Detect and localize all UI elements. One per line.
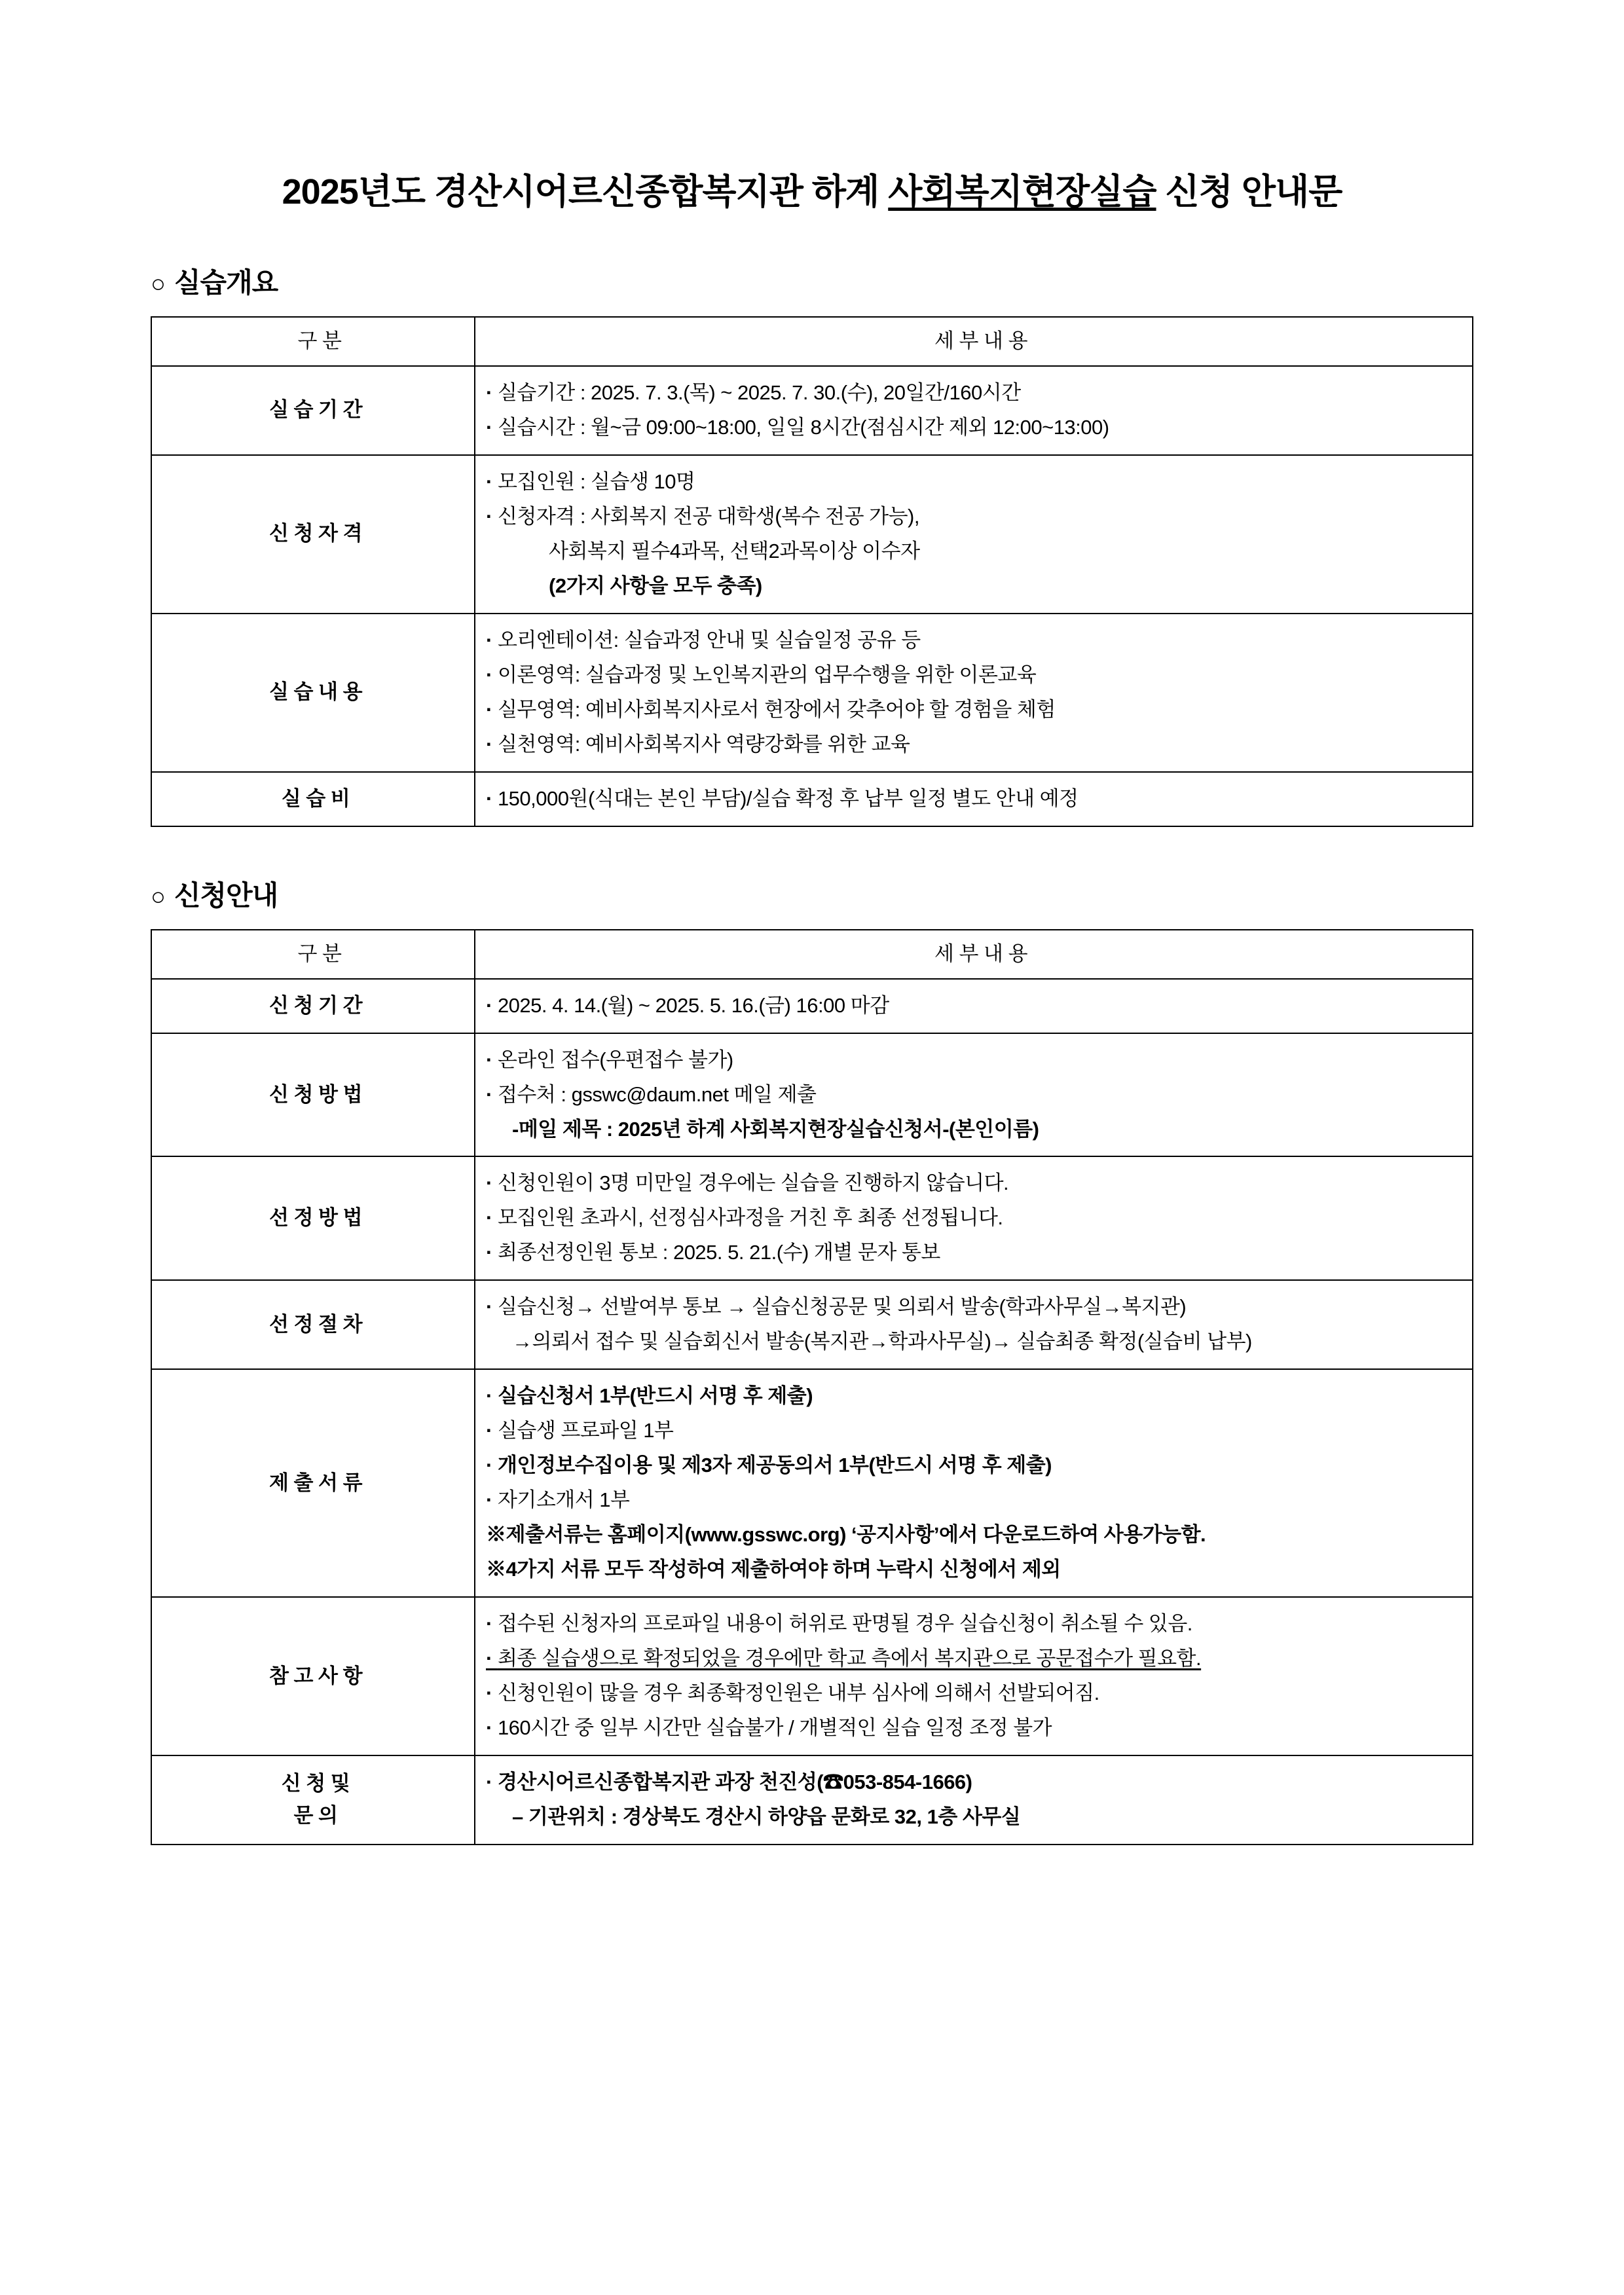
detail-line: -메일 제목 : 2025년 하계 사회복지현장실습신청서-(본인이름): [512, 1117, 1039, 1141]
row-detail-apply-period: [475, 979, 1473, 1033]
detail-line: 사회복지 필수4과목, 선택2과목이상 이수자: [549, 539, 920, 562]
detail-line: · 모집인원 : 실습생 10명: [486, 466, 1462, 498]
row-detail-documents: [475, 1369, 1473, 1597]
table-header-row: [151, 317, 1473, 366]
table-row: [151, 614, 1473, 772]
application-table: [151, 929, 1473, 1845]
bullet-circle-icon: ○: [151, 883, 165, 911]
row-label-documents: 제 출 서 류: [151, 1369, 475, 1597]
table-row: [151, 772, 1473, 826]
section2-title: 신청안내: [174, 879, 278, 911]
row-label-period: 실 습 기 간: [151, 366, 475, 455]
detail-line: · 경산시어르신종합복지관 과장 천진성(☎053-854-1666): [486, 1767, 1462, 1799]
detail-line: · 실습신청서 1부(반드시 서명 후 제출): [486, 1380, 1462, 1412]
detail-line: · 접수된 신청자의 프로파일 내용이 허위로 판명될 경우 실습신청이 취소될 수 있음.: [486, 1608, 1462, 1640]
detail-line: · 160시간 중 일부 시간만 실습불가 / 개별적인 실습 일정 조정 불가: [486, 1712, 1462, 1744]
table-row: [151, 455, 1473, 614]
page-title: [151, 164, 1473, 214]
detail-line: · 2025. 4. 14.(월) ~ 2025. 5. 16.(금) 16:00 마감: [486, 990, 1462, 1022]
detail-line: ※제출서류는 홈페이지(www.gsswc.org) ‘공지사항’에서 다운로드하여 사용가능함.: [486, 1523, 1206, 1547]
table-header-row: [151, 930, 1473, 979]
row-label-apply-method: 신 청 방 법: [151, 1033, 475, 1157]
row-detail-content: [475, 614, 1473, 772]
detail-line: · 실습기간 : 2025. 7. 3.(목) ~ 2025. 7. 30.(수), 20일간/160시간: [486, 377, 1462, 409]
table-row: [151, 1033, 1473, 1157]
table-row: [151, 1280, 1473, 1369]
row-detail-selection-process: [475, 1280, 1473, 1369]
detail-line: · 이론영역: 실습과정 및 노인복지관의 업무수행을 위한 이론교육: [486, 659, 1462, 691]
detail-line: – 기관위치 : 경상북도 경산시 하양읍 문화로 32, 1층 사무실: [512, 1805, 1021, 1828]
title-emphasis: 사회복지현장실습: [888, 172, 1156, 211]
row-label-fee: 실 습 비: [151, 772, 475, 826]
detail-line: · 최종 실습생으로 확정되었을 경우에만 학교 측에서 복지관으로 공문접수가 필요함.: [486, 1643, 1462, 1675]
row-label-selection-process: 선 정 절 차: [151, 1280, 475, 1369]
table-row: [151, 366, 1473, 455]
row-detail-contact: [475, 1755, 1473, 1845]
detail-line: · 온라인 접수(우편접수 불가): [486, 1044, 1462, 1076]
table-row: [151, 1755, 1473, 1845]
row-label-contact: [151, 1755, 475, 1845]
table-row: [151, 1156, 1473, 1280]
detail-line: · 실습신청→ 선발여부 통보 → 실습신청공문 및 의뢰서 발송(학과사무실→복지관): [486, 1291, 1462, 1323]
detail-line: · 실습시간 : 월~금 09:00~18:00, 일일 8시간(점심시간 제외 12:00~13:00): [486, 412, 1462, 444]
detail-line: · 실무영역: 예비사회복지사로서 현장에서 갖추어야 할 경험을 체험: [486, 694, 1462, 726]
section-heading-application: [151, 874, 1473, 913]
header-cell-detail: 세 부 내 용: [475, 317, 1473, 366]
row-label-qualification: 신 청 자 격: [151, 455, 475, 614]
detail-line: (2가지 사항을 모두 충족): [549, 574, 762, 597]
table-row: [151, 979, 1473, 1033]
detail-line: · 접수처 : gsswc@daum.net 메일 제출: [486, 1079, 1462, 1111]
row-label-line: 신 청 및: [281, 1772, 350, 1795]
detail-line: · 150,000원(식대는 본인 부담)/실습 확정 후 납부 일정 별도 안내 예정: [486, 783, 1462, 815]
header-cell-category: 구 분: [151, 930, 475, 979]
row-label-selection-method: 선 정 방 법: [151, 1156, 475, 1280]
overview-table: [151, 316, 1473, 827]
detail-line: · 오리엔테이션: 실습과정 안내 및 실습일정 공유 등: [486, 625, 1462, 657]
section-heading-overview: [151, 261, 1473, 301]
detail-line: · 신청인원이 많을 경우 최종확정인원은 내부 심사에 의해서 선발되어짐.: [486, 1678, 1462, 1710]
row-label-content: 실 습 내 용: [151, 614, 475, 772]
header-cell-category: 구 분: [151, 317, 475, 366]
title-part-1: 2025년도 경산시어르신종합복지관 하계: [282, 172, 889, 211]
detail-line: · 자기소개서 1부: [486, 1484, 1462, 1516]
header-cell-detail: 세 부 내 용: [475, 930, 1473, 979]
row-detail-fee: [475, 772, 1473, 826]
row-label-notes: 참 고 사 항: [151, 1597, 475, 1755]
detail-line: · 개인정보수집이용 및 제3자 제공동의서 1부(반드시 서명 후 제출): [486, 1450, 1462, 1482]
table-row: [151, 1369, 1473, 1597]
row-detail-qualification: [475, 455, 1473, 614]
bullet-circle-icon: ○: [151, 270, 165, 298]
row-label-line: 문 의: [293, 1803, 338, 1827]
row-label-apply-period: 신 청 기 간: [151, 979, 475, 1033]
detail-line: · 신청인원이 3명 미만일 경우에는 실습을 진행하지 않습니다.: [486, 1167, 1462, 1200]
row-detail-selection-method: [475, 1156, 1473, 1280]
row-detail-notes: [475, 1597, 1473, 1755]
table-row: [151, 1597, 1473, 1755]
row-detail-apply-method: [475, 1033, 1473, 1157]
title-part-2: 신청 안내문: [1156, 172, 1342, 211]
detail-line: · 실천영역: 예비사회복지사 역량강화를 위한 교육: [486, 729, 1462, 761]
detail-line: · 최종선정인원 통보 : 2025. 5. 21.(수) 개별 문자 통보: [486, 1237, 1462, 1269]
detail-line: ※4가지 서류 모두 작성하여 제출하여야 하며 누락시 신청에서 제외: [486, 1558, 1061, 1581]
detail-line: · 신청자격 : 사회복지 전공 대학생(복수 전공 가능),: [486, 501, 1462, 533]
row-detail-period: [475, 366, 1473, 455]
detail-line: · 실습생 프로파일 1부: [486, 1415, 1462, 1447]
section1-title: 실습개요: [174, 267, 278, 298]
detail-line: · 모집인원 초과시, 선정심사과정을 거친 후 최종 선정됩니다.: [486, 1202, 1462, 1234]
detail-line: →의뢰서 접수 및 실습회신서 발송(복지관→학과사무실)→ 실습최종 확정(실습비 납부): [512, 1330, 1252, 1353]
